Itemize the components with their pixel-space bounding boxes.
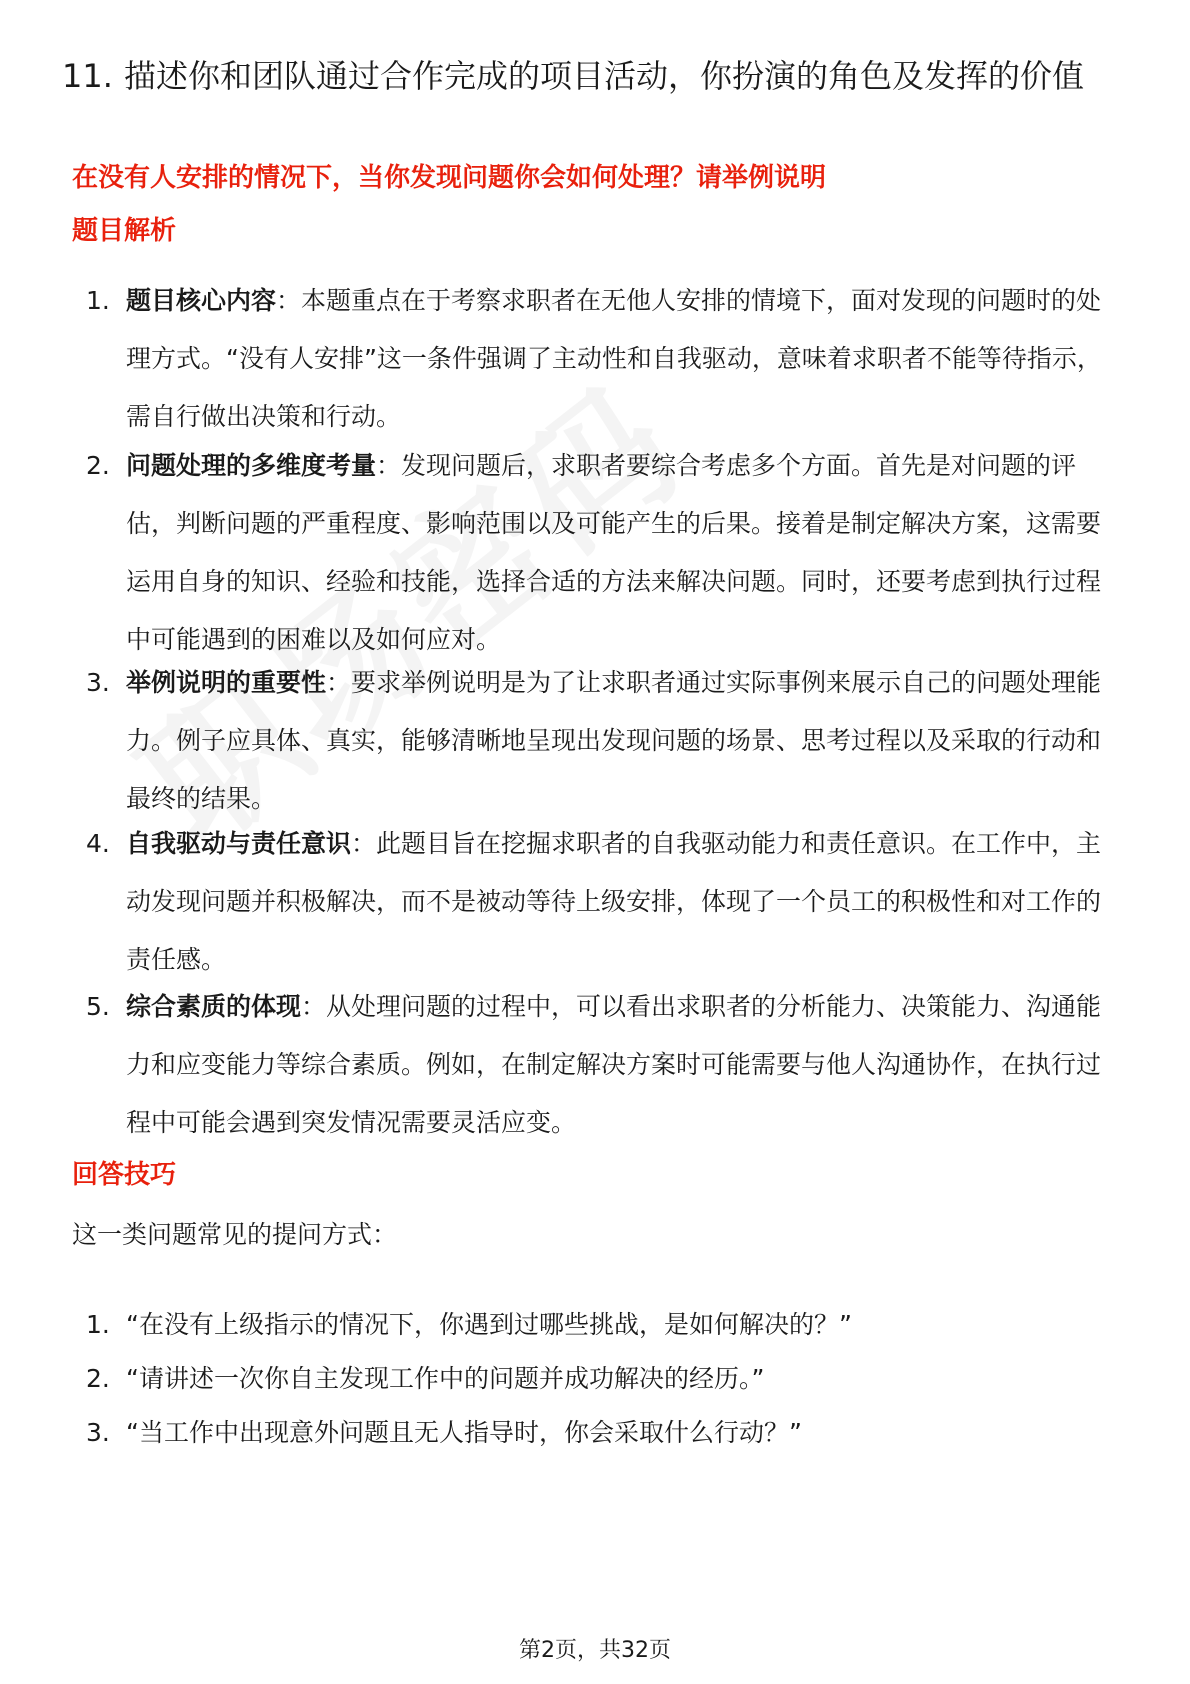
analysis-item-text: ：从处理问题的过程中，可以看出求职者的分析能力、决策能力、沟通能力和应变能力等综合素质。例如，在制定解决方案时可能需要与他人沟通协作，在执行过程中可能会遇到突发情况需要灵活应变。 <box>126 992 1102 1137</box>
analysis-item-title: 问题处理的多维度考量 <box>126 451 377 480</box>
tips-item <box>72 1404 1112 1462</box>
tips-item <box>72 1296 1112 1354</box>
analysis-item-title: 举例说明的重要性 <box>126 668 327 697</box>
analysis-item-number: 1. <box>86 286 110 315</box>
analysis-item-text: ：此题目旨在挖掘求职者的自我驱动能力和责任意识。在工作中，主动发现问题并积极解决，而不是被动等待上级安排，体现了一个员工的积极性和对工作的责任感。 <box>126 829 1102 974</box>
analysis-item-title: 自我驱动与责任意识 <box>126 829 352 858</box>
analysis-item <box>72 654 1112 828</box>
tips-item-number: 3. <box>86 1418 110 1447</box>
tips-item-number: 1. <box>86 1310 110 1339</box>
question-number: 11. <box>62 57 113 95</box>
analysis-item <box>72 815 1112 989</box>
analysis-item-text: ：要求举例说明是为了让求职者通过实际事例来展示自己的问题处理能力。例子应具体、真实，能够清晰地呈现出发现问题的场景、思考过程以及采取的行动和最终的结果。 <box>126 668 1102 813</box>
analysis-item-number: 5. <box>86 992 110 1021</box>
analysis-item-number: 3. <box>86 668 110 697</box>
analysis-item-title: 题目核心内容 <box>126 286 277 315</box>
sub-question-heading: 在没有人安排的情况下，当你发现问题你会如何处理？请举例说明 <box>72 163 827 193</box>
analysis-item-text: ：发现问题后，求职者要综合考虑多个方面。首先是对问题的评估，判断问题的严重程度、影响范围以及可能产生的后果。接着是制定解决方案，这需要运用自身的知识、经验和技能，选择合适的方法来解决问题。同时，还要考虑到执行过程中可能遇到的困难以及如何应对。 <box>126 451 1102 654</box>
question-text: 描述你和团队通过合作完成的项目活动，你扮演的角色及发挥的价值 <box>124 57 1085 95</box>
analysis-item <box>72 437 1112 669</box>
tips-item-number: 2. <box>86 1364 110 1393</box>
tips-item <box>72 1350 1112 1408</box>
analysis-item-number: 4. <box>86 829 110 858</box>
tips-item-text: “在没有上级指示的情况下，你遇到过哪些挑战，是如何解决的？” <box>126 1310 852 1339</box>
analysis-item <box>72 272 1112 446</box>
analysis-item <box>72 978 1112 1152</box>
tips-heading: 回答技巧 <box>72 1160 177 1190</box>
page-footer: 第2页，共32页 <box>519 1638 671 1663</box>
analysis-item-title: 综合素质的体现 <box>126 992 302 1021</box>
analysis-item-number: 2. <box>86 451 110 480</box>
analysis-item-text: ：本题重点在于考察求职者在无他人安排的情境下，面对发现的问题时的处理方式。“没有人安排”这一条件强调了主动性和自我驱动，意味着求职者不能等待指示，需自行做出决策和行动。 <box>126 286 1102 431</box>
tips-intro: 这一类问题常见的提问方式： <box>72 1220 398 1249</box>
tips-item-text: “当工作中出现意外问题且无人指导时，你会采取什么行动？” <box>126 1418 802 1447</box>
question-title <box>62 54 1122 98</box>
tips-item-text: “请讲述一次你自主发现工作中的问题并成功解决的经历。” <box>126 1364 765 1393</box>
analysis-heading: 题目解析 <box>72 216 177 246</box>
